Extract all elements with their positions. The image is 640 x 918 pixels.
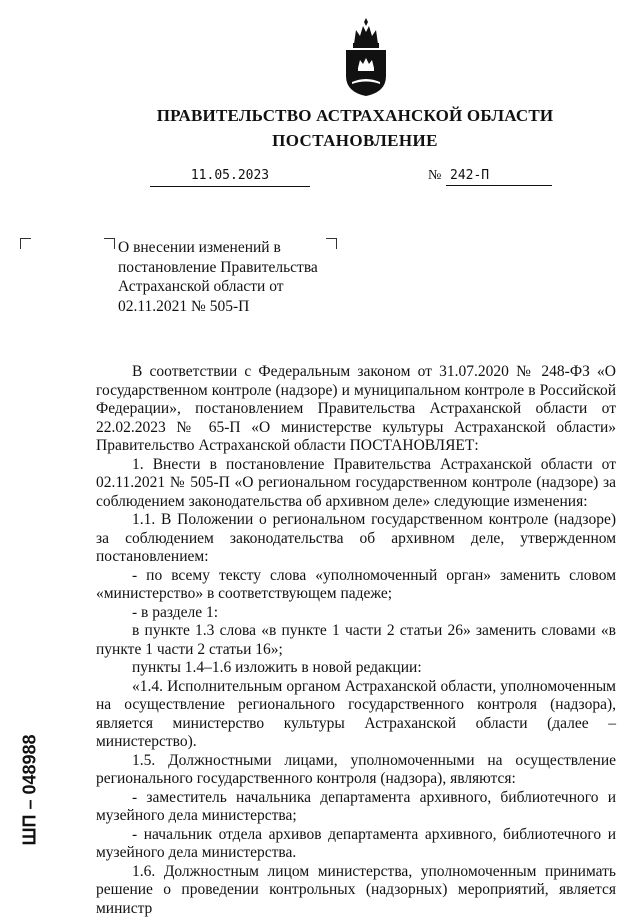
- document-date: 11.05.2023: [150, 166, 310, 187]
- paragraph: пункты 1.4–1.6 изложить в новой редакции:: [96, 659, 616, 678]
- government-title: ПРАВИТЕЛЬСТВО АСТРАХАНСКОЙ ОБЛАСТИ: [150, 106, 560, 126]
- paragraph: «1.4. Исполнительным органом Астраханской области, уполномоченным на осуществление регионального государственного контроля (надзора), является министерство культуры Астраханской области (далее – министерство).: [96, 678, 616, 752]
- paragraph: - в разделе 1:: [96, 604, 616, 623]
- paragraph: - начальник отдела архивов департамента архивного, библиотечного и музейного дела министерства.: [96, 826, 616, 863]
- paragraph: 1.5. Должностными лицами, уполномоченными на осуществление регионального государственного контроля (надзора), являются:: [96, 752, 616, 789]
- paragraph: - заместитель начальника департамента архивного, библиотечного и музейного дела министерства;: [96, 789, 616, 826]
- coat-of-arms-icon: [340, 16, 392, 98]
- corner-mark: [104, 238, 115, 249]
- paragraph: В соответствии с Федеральным законом от 31.07.2020 № 248-ФЗ «О государственном контроле (надзоре) и муниципальном контроле в Российской Федерации», постановлением Правительства Астраханской области от 22.02.2023 № 65-П «О министерстве культуры Астраханской области» Правительство Астраханской области ПОСТАНОВЛЯЕТ:: [96, 363, 616, 456]
- paragraph: 1. Внести в постановление Правительства Астраханской области от 02.11.2021 № 505-П «О региональном государственном контроле (надзоре) за соблюдением законодательства об архивном деле» следующие изменения:: [96, 456, 616, 512]
- document-number: 242-П: [446, 166, 552, 186]
- form-serial-number: [12, 720, 48, 860]
- document-body: [96, 363, 616, 918]
- corner-mark: [20, 238, 31, 249]
- paragraph: - по всему тексту слова «уполномоченный орган» заменить словом «министерство» в соответствующем падеже;: [96, 567, 616, 604]
- document-subject: О внесении изменений в постановление Правительства Астраханской области от 02.11.2021 № 505-П: [118, 238, 336, 316]
- document-type-title: ПОСТАНОВЛЕНИЕ: [150, 131, 560, 151]
- paragraph: 1.1. В Положении о региональном государственном контроле (надзоре) за соблюдением законодательства об архивном деле, утвержденном постановлением:: [96, 511, 616, 567]
- number-sign: №: [428, 168, 441, 184]
- paragraph: 1.6. Должностным лицом министерства, уполномоченным принимать решение о проведении контрольных (надзорных) мероприятий, является министр: [96, 863, 616, 918]
- paragraph: в пункте 1.3 слова «в пункте 1 части 2 статьи 26» заменить словами «в пункте 1 части 2 статьи 16»;: [96, 622, 616, 659]
- serial-text: ШП – 048988: [20, 734, 41, 845]
